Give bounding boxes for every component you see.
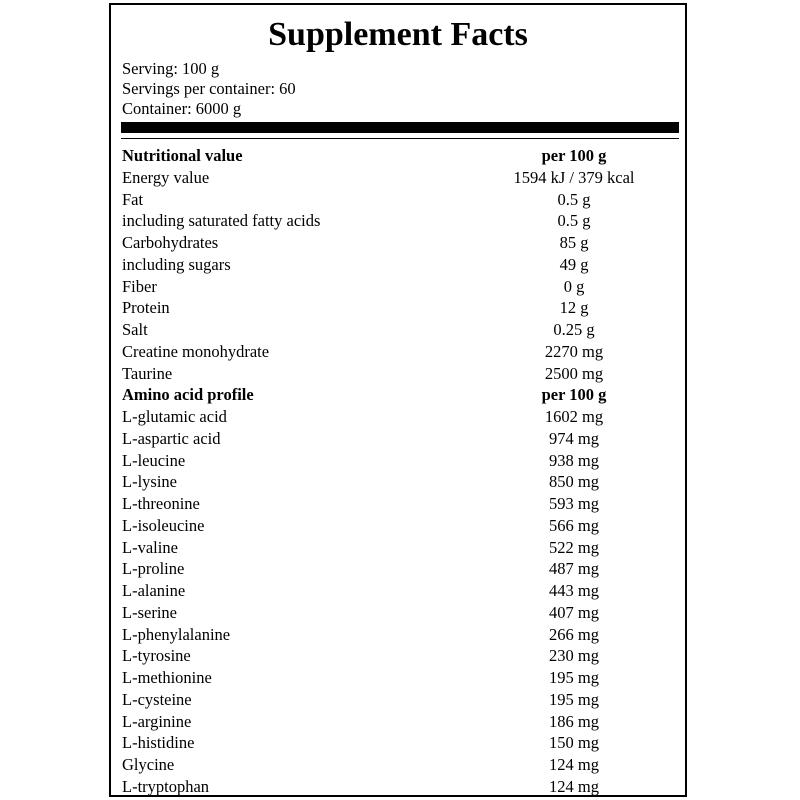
- nutrient-name: L-leucine: [122, 450, 186, 470]
- supplement-facts-label: [109, 3, 687, 797]
- nutrient-name: Energy value: [122, 167, 210, 187]
- table-row: [111, 363, 685, 385]
- nutrient-name: L-histidine: [122, 733, 195, 753]
- nutrient-value: 487 mg: [549, 559, 599, 579]
- table-row: [111, 732, 685, 754]
- table-row: [111, 624, 685, 646]
- label-title: Supplement Facts: [268, 16, 528, 53]
- nutrient-value: 266 mg: [549, 624, 599, 644]
- nutrient-name: Amino acid profile: [122, 385, 254, 405]
- nutrient-name: L-glutamic acid: [122, 407, 227, 426]
- nutrient-name: L-serine: [122, 602, 177, 622]
- table-row: [111, 471, 685, 493]
- nutrient-value: 566 mg: [549, 515, 599, 535]
- nutrient-name: L-lysine: [122, 472, 177, 492]
- nutrient-value: 938 mg: [549, 450, 599, 470]
- nutrient-value: per 100 g: [541, 385, 607, 405]
- table-row: [111, 406, 685, 428]
- nutrient-value: 850 mg: [549, 472, 599, 492]
- table-section-header: [111, 145, 685, 167]
- nutrient-value: 124 mg: [549, 755, 599, 774]
- table-row: [111, 341, 685, 363]
- table-row: [111, 537, 685, 559]
- nutrient-value: 195 mg: [549, 689, 599, 709]
- nutrient-value: 0.25 g: [553, 320, 595, 339]
- serving-size: Serving: 100 g: [122, 59, 220, 78]
- thick-divider: [121, 122, 679, 133]
- nutrient-value: 0.5 g: [557, 189, 591, 209]
- nutrient-name: Protein: [122, 298, 170, 318]
- table-section-header: [111, 384, 685, 406]
- table-row: [111, 776, 685, 798]
- nutrient-name: Fiber: [122, 276, 157, 296]
- table-row: [111, 645, 685, 667]
- nutrient-name: L-phenylalanine: [122, 624, 231, 644]
- nutrient-name: L-threonine: [122, 494, 200, 513]
- nutrient-value: 0.5 g: [557, 211, 591, 231]
- nutrient-name: L-arginine: [122, 711, 192, 731]
- nutrient-value: 2270 mg: [544, 341, 604, 361]
- nutrient-name: Glycine: [122, 755, 175, 774]
- nutrient-value: 150 mg: [549, 733, 599, 753]
- nutrient-name: Fat: [122, 189, 144, 209]
- nutrient-value: 593 mg: [549, 494, 599, 513]
- nutrient-value: 49 g: [559, 254, 589, 274]
- nutrient-value: 12 g: [559, 298, 589, 318]
- nutrient-name: Creatine monohydrate: [122, 341, 270, 361]
- table-row: [111, 602, 685, 624]
- table-row: [111, 580, 685, 602]
- nutrient-value: 2500 mg: [544, 363, 604, 383]
- table-row: [111, 319, 685, 341]
- table-row: [111, 428, 685, 450]
- nutrient-value: 522 mg: [549, 537, 599, 557]
- nutrient-name: L-cysteine: [122, 689, 192, 709]
- nutrient-value: 1602 mg: [544, 407, 604, 426]
- table-row: [111, 167, 685, 189]
- nutrient-value: 230 mg: [549, 646, 599, 666]
- nutrient-name: L-alanine: [122, 581, 186, 600]
- table-row: [111, 297, 685, 319]
- nutrient-name: L-aspartic acid: [122, 428, 221, 448]
- table-row: [111, 276, 685, 298]
- nutrient-value: per 100 g: [541, 146, 607, 165]
- nutrient-name: Nutritional value: [122, 146, 243, 165]
- nutrient-name: L-tyrosine: [122, 646, 191, 666]
- container-size: Container: 6000 g: [122, 99, 242, 118]
- nutrient-value: 124 mg: [549, 776, 599, 796]
- nutrient-value: 443 mg: [549, 581, 599, 600]
- nutrient-value: 1594 kJ / 379 kcal: [513, 167, 635, 187]
- table-row: [111, 689, 685, 711]
- nutrient-name: Carbohydrates: [122, 233, 219, 252]
- table-row: [111, 254, 685, 276]
- nutrient-name: L-tryptophan: [122, 776, 210, 796]
- nutrient-value: 407 mg: [549, 602, 599, 622]
- nutrient-name: Salt: [122, 320, 148, 339]
- nutrition-table: [111, 145, 685, 798]
- table-row: [111, 493, 685, 515]
- nutrient-name: including sugars: [122, 254, 231, 274]
- table-row: [111, 210, 685, 232]
- nutrient-value: 974 mg: [549, 428, 599, 448]
- table-row: [111, 558, 685, 580]
- nutrient-value: 186 mg: [549, 711, 599, 731]
- table-row: [111, 667, 685, 689]
- table-row: [111, 450, 685, 472]
- table-row: [111, 189, 685, 211]
- table-row: [111, 515, 685, 537]
- table-row: [111, 232, 685, 254]
- nutrient-value: 0 g: [563, 276, 585, 296]
- thin-divider: [121, 138, 679, 139]
- nutrient-name: Taurine: [122, 363, 173, 383]
- nutrient-name: L-isoleucine: [122, 515, 205, 535]
- nutrient-name: L-proline: [122, 559, 185, 579]
- nutrient-name: L-methionine: [122, 668, 212, 687]
- nutrient-name: including saturated fatty acids: [122, 211, 321, 231]
- nutrient-name: L-valine: [122, 537, 178, 557]
- table-row: [111, 754, 685, 776]
- nutrient-value: 195 mg: [549, 668, 599, 687]
- table-row: [111, 711, 685, 733]
- nutrient-value: 85 g: [559, 233, 589, 252]
- servings-per-container: Servings per container: 60: [122, 79, 296, 98]
